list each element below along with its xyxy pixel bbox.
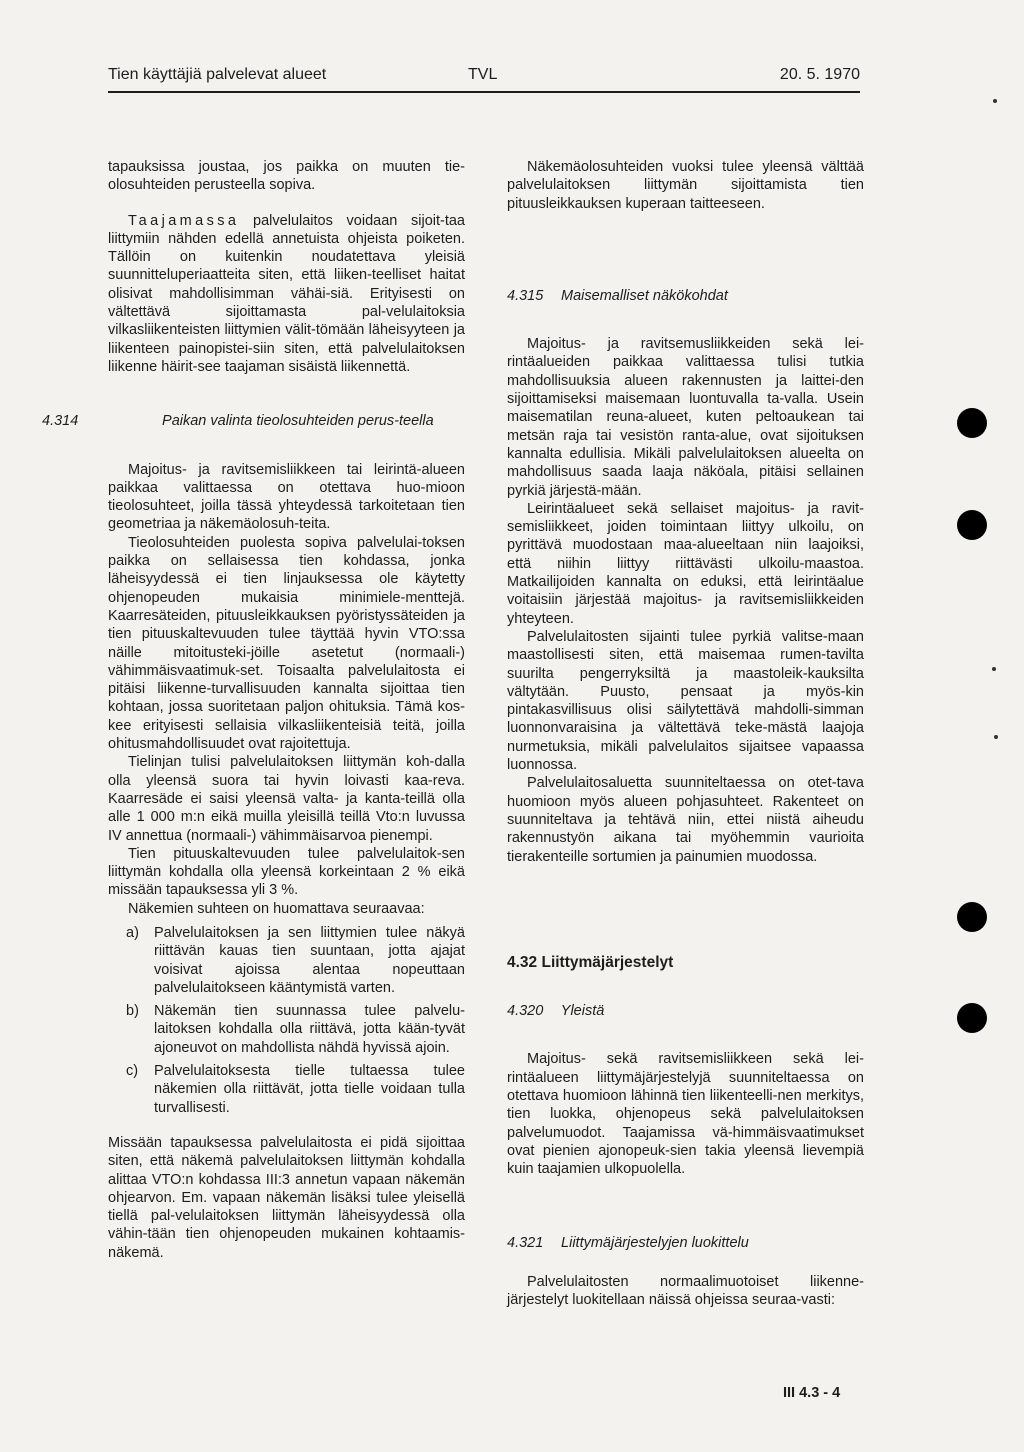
paragraph [108,212,465,377]
paragraph: Missään tapauksessa palvelulaitosta ei pidä sijoittaa siten, että näkemä palvelulaitoksen liittymän kohdalla alittaa VTO:n kohdassa III:3 annetun vapaan näkemän ohjearvon. Em. vapaan näkemän lisäksi tulee yleisellä tiellä pal-velulaitoksen liittymän läheisyydessä olla vähin-tään tien ohjenopeuden mukainen kohtaamis-näkemä. [108,1134,465,1261]
right-column [507,158,864,1309]
binder-hole [957,408,987,438]
list-marker: a) [126,924,139,941]
header-date: 20. 5. 1970 [779,66,860,83]
sight-distance-list [108,924,465,1117]
section-number: 4.314 [42,413,79,430]
paragraph: Leirintäalueet sekä sellaiset majoitus- ja ravit-semisliikkeet, joiden toimintaan liittyy ulkoilu, on pyrittävä muodostaan maa-alueeltaan niin laajoiksi, että niihin liittyy riittävästi ulkoilu-maastoa. Matkailijoiden kannalta on eduksi, että leirintäalue voitaisiin järjestää majoitus- ja ravitsemisliikkeiden yhteyteen. [507,500,864,627]
section-title: Paikan valinta tieolosuhteiden perus-teella [162,413,434,430]
paragraph: Tien pituuskaltevuuden tulee palvelulaitok-sen liittymän kohdalla olla yleensä korkeintaan 2 % eikä missään tapauksessa yli 3 %. [108,845,465,899]
paragraph-text: palvelulaitos voidaan sijoit-taa liittymiin nähden edellä annetuista ohjeista poiketen. Tällöin on kuitenkin noudatettava yleisiä suunnitteluperiaatteita siten, että liiken-teelliset haitat olisivat mahdollisimman vähäi-siä. Erityisesti on vältettävä sijoittamasta pal-velulaitoksia vilkasliikenteisten liittymien välit-tömään läheisyyteen ja liikenteen painopistei-siin siten, että palvelulaitoksen liikenne häirit-see taajaman sisäistä liikennettä. [108,212,465,375]
scan-speck [992,667,996,671]
list-item-text: Palvelulaitoksen ja sen liittymien tulee näkyä riittävän kauas tien suuntaan, jotta ajajat voisivat ajoissa alentaa nopeuttaan palvelulaitokseen kääntymistä varten. [154,924,465,996]
header-publisher: TVL [468,66,498,83]
section-number: 4.315 [507,287,544,304]
paragraph: Majoitus- ja ravitsemusliikkeiden sekä lei-rintäalueiden paikkaa valittaessa tulisi tutkia mahdollisuuksia alueen rakennusten ja laittei-den sijoittamiseksi maisemaan luontuvalla ta-valla. Usein maisematilan reuna-alueet, kuten peltoaukean tai metsän raja tai vesistön ranta-alue, ovat sijoituksen kannalta edullisia. Mikäli palvelulaitoksen alueelta on mahdollisuus saada laaja näköala, pitäisi sellainen pyrkiä järjestä-mään. [507,336,864,499]
page-number: III 4.3 - 4 [783,1385,841,1401]
list-item [108,1062,465,1117]
scan-speck [993,99,997,103]
paragraph: Näkemien suhteen on huomattava seuraavaa: [128,900,425,917]
paragraph: Palvelulaitosten sijainti tulee pyrkiä valitse-maan maastollisesti siten, että maisemaa rumen-tavilta suurilta pengerryksiltä ja maastoleik-kauksilta vältytään. Puusto, pensaat ja myös-kin pintakasvillisuus olisi säilytettävä mahdolli-simman luonnonvaraisina ja vältettävä teke-mästä laajoja nurmetuksia, mikäli palvelulaitos sijaitsee vapaassa luonnossa. [507,628,864,774]
list-item [108,1002,465,1057]
paragraph: Majoitus- ja ravitsemisliikkeen tai leirintä-alueen paikkaa valittaessa on otettava huo-mioon tieolosuhteet, joilla tässä yhteydessä tarkoitetaan tien geometriaa ja näkemäolosuh-teita. [108,461,465,533]
list-item-text: Näkemän tien suunnassa tulee palvelu-laitoksen kohdalla olla riittävä, jotta kään-tyvät ajoneuvot on mahdollista nähdä hyvissä ajoin. [154,1003,465,1056]
binder-hole [957,1003,987,1033]
section-title: Maisemalliset näkökohdat [561,287,728,304]
binder-hole [957,510,987,540]
section-heading-4-32: 4.32 Liittymäjärjestelyt [507,953,674,971]
paragraph: Tieolosuhteiden puolesta sopiva palvelulai-toksen paikka on sellaisessa tien kohdassa, jonka läheisyydessä ei tien linjauksessa ole käytetty ohjenopeuden mukaisia minimiele-menttejä. Kaarresäteiden, pituusleikkauksen pyöristyssäteiden ja tien pituuskaltevuuden tulee täyttää hyvin VTO:ssa näille mitoitusteki-jöille asetetut (normaali-) vähimmäisvaatimuk-set. Toisaalta palvelulaitosta ei pitäisi liikenne-turvallisuuden kannalta sijoittaa tien kohtaan, jossa suoritetaan paljon ohituksia. Tämä kos-kee erityisesti sellaisia vilkasliikenteisiä teitä, joilla ohitusmahdollisuudet ovat rajoitettuja. [108,534,465,753]
paragraph: tapauksissa joustaa, jos paikka on muuten tie-olosuhteiden perusteella sopiva. [108,159,465,194]
list-marker: b) [126,1003,139,1020]
header-rule [108,91,860,93]
spaced-term: Taajamassa [128,212,240,229]
section-title: Yleistä [560,1003,605,1020]
section-number: 4.320 [507,1003,544,1020]
paragraph: Palvelulaitosten normaalimuotoiset liikenne-järjestelyt luokitellaan näissä ohjeissa seuraa-vasti: [507,1273,864,1309]
section-heading-4-320 [507,1002,864,1020]
section-number: 4.321 [507,1235,544,1252]
section-heading-4-314 [42,412,465,430]
scan-speck [994,735,998,739]
section-heading-4-315 [507,287,864,305]
section-heading-4-321 [507,1234,864,1252]
paragraph: Tielinjan tulisi palvelulaitoksen liittymän koh-dalla olla yleensä suora tai hyvin loivasti kaa-reva. Kaarresäde ei saisi yleensä valta- ja kanta-teillä olla alle 1 000 m:n eikä muilla yleisillä teillä Vto:n luvussa IV annettua (normaali-) vähimmäisarvoa pienempi. [108,754,465,844]
binder-hole [957,902,987,932]
section-title: Liittymäjärjestelyjen luokittelu [561,1235,749,1252]
list-marker: c) [126,1063,139,1080]
list-item-text: Palvelulaitoksesta tielle tultaessa tulee näkemien olla riittävät, jotta tielle voidaan tulla turvallisesti. [154,1063,465,1116]
left-column [42,158,465,1262]
list-item [108,924,465,997]
page-header [108,66,860,90]
header-section-title: Tien käyttäjiä palvelevat alueet [108,66,327,83]
paragraph: Palvelulaitosaluetta suunniteltaessa on otet-tava huomioon myös alueen pohjasuhteet. Rakenteet on suunniteltava ja tehtävä niin, ettei niistä aiheudu rakennustyön aikana tai myöhemmin vaurioita tierakenteille sortumien ja painumien muodossa. [507,775,864,865]
paragraph: Majoitus- sekä ravitsemisliikkeen sekä lei-rintäalueen liittymäjärjestelyjä suunniteltaessa on otettava huomioon lähinnä tien liikenteelli-nen merkitys, tien luokka, ohjenopeus sekä palvelulaitoksen palvelumuodot. Taajamissa vä-himmäisvaatimukset ovat pienien ajonopeuk-sien takia yleensä lievempiä kuin taajamien ulkopuolella. [507,1051,864,1178]
paragraph: Näkemäolosuhteiden vuoksi tulee yleensä välttää palvelulaitoksen liittymän sijoittamista tien pituusleikkauksen kuperaan taitteeseen. [507,159,864,212]
